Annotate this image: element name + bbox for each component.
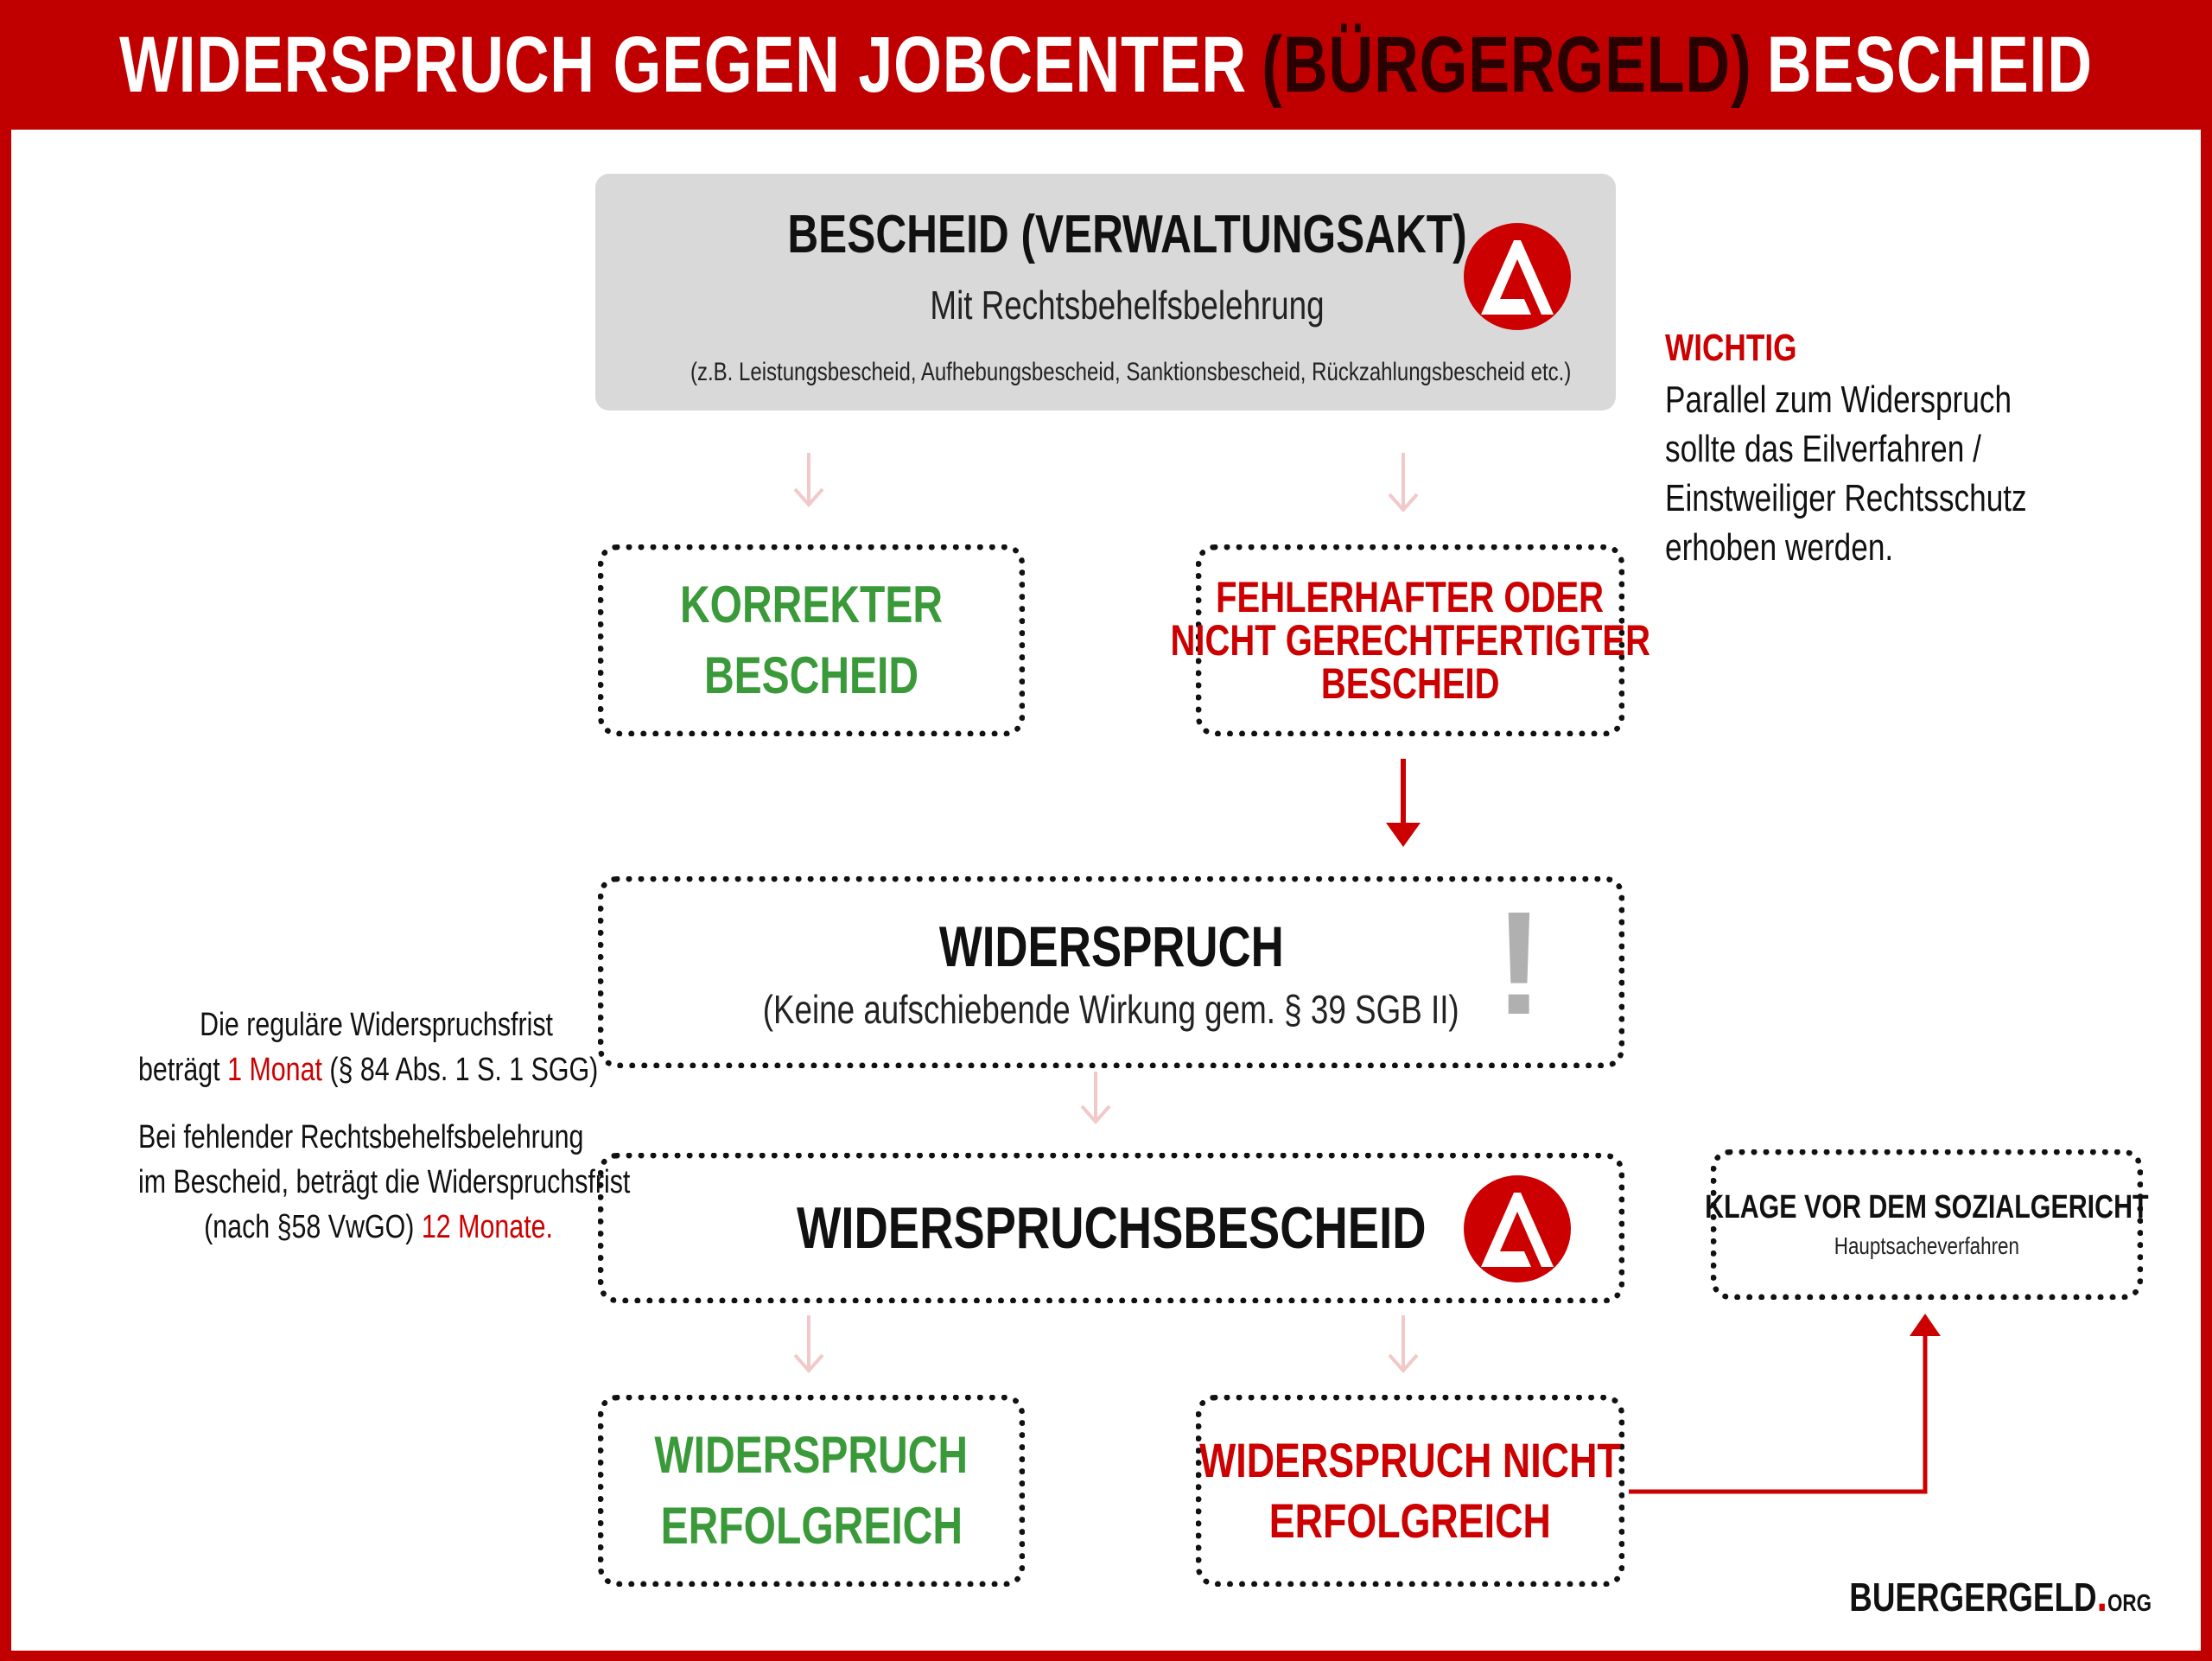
klage-box (1705, 1149, 2149, 1300)
wichtig-line: Einstweiliger Rechtsschutz (1665, 477, 2027, 519)
wichtig-line: sollte das Eilverfahren / (1665, 428, 1981, 470)
klage-subtitle: Hauptsacheverfahren (1834, 1232, 2020, 1259)
frist-line2: beträgt 1 Monat (§ 84 Abs. 1 S. 1 SGG) (138, 1052, 599, 1088)
bescheid-title: BESCHEID (VERWALTUNGSAKT) (787, 205, 1467, 264)
arrow-down-pale (1389, 1315, 1417, 1371)
frist-line1: Die reguläre Widerspruchsfrist (200, 1007, 553, 1043)
brand-logo (1799, 1567, 2152, 1625)
bescheid-subtitle: Mit Rechtsbehelfsbelehrung (930, 283, 1325, 328)
title-highlight: (BÜRGERGELD) (1262, 20, 1752, 109)
frist-highlight: 12 Monate. (421, 1209, 553, 1245)
widerspruch-title: WIDERSPRUCH (938, 914, 1284, 978)
widerspruchsbescheid-title: WIDERSPRUCHSBESCHEID (796, 1195, 1427, 1261)
brand-name: BUERGERGELD (1849, 1575, 2097, 1620)
nicht-erfolgreich-box (1196, 1395, 1624, 1587)
arrow-down-pale (1389, 453, 1417, 510)
widerspruch-note: (Keine aufschiebende Wirkung gem. § 39 SGB II) (763, 987, 1459, 1032)
arrow-down-red (1386, 759, 1421, 847)
exclamation-icon: ! (1494, 881, 1544, 1046)
frist-regular (138, 1002, 599, 1092)
wichtig-heading: WICHTIG (1665, 327, 1797, 369)
wichtig-line: erhoben werden. (1665, 526, 1894, 569)
frist-missing (138, 1115, 631, 1250)
korrekt-line1: KORREKTER (679, 576, 943, 633)
brand-dot: . (2096, 1567, 2107, 1621)
fehlerhafter-bescheid-box (1170, 544, 1650, 736)
erfolgreich-line2: ERFOLGREICH (660, 1497, 963, 1555)
erfolgreich-box (598, 1395, 1025, 1587)
frist-highlight: 1 Monat (227, 1052, 322, 1088)
klage-title: KLAGE VOR DEM SOZIALGERICHT (1705, 1189, 2149, 1225)
title-part1: WIDERSPRUCH GEGEN JOBCENTER (119, 20, 1248, 109)
arrow-to-klage (1629, 1314, 1941, 1492)
bescheid-examples: (z.B. Leistungsbescheid, Aufhebungsbescheid, Sanktionsbescheid, Rückzahlungsbescheid etc.) (690, 358, 1572, 386)
arbeitsagentur-logo-icon (1464, 1175, 1571, 1282)
nicht-erfolgreich-line2: ERFOLGREICH (1268, 1493, 1552, 1548)
arrow-down-pale (795, 453, 823, 505)
frist-line3: Bei fehlender Rechtsbehelfsbelehrung (138, 1119, 584, 1155)
frist-line5: (nach §58 VwGO) 12 Monate. (204, 1209, 553, 1245)
arrow-down-pale (795, 1315, 823, 1371)
fehlerhaft-line3: BESCHEID (1320, 659, 1500, 708)
korrekter-bescheid-box (598, 544, 1025, 736)
wichtig-line: Parallel zum Widerspruch (1665, 379, 2012, 421)
brand-tld: ORG (2107, 1589, 2152, 1616)
title-part2: BESCHEID (1766, 20, 2093, 109)
widerspruch-box (598, 876, 1624, 1068)
frist-line4: im Bescheid, beträgt die Widerspruchsfrist (138, 1164, 631, 1200)
nicht-erfolgreich-line1: WIDERSPRUCH NICHT (1199, 1433, 1621, 1487)
korrekt-line2: BESCHEID (703, 646, 919, 704)
arrow-down-pale (1082, 1072, 1109, 1122)
erfolgreich-line1: WIDERSPRUCH (654, 1426, 969, 1484)
fehlerhaft-line2: NICHT GERECHTFERTIGTER (1170, 616, 1650, 665)
fehlerhaft-line1: FEHLERHAFTER ODER (1216, 573, 1605, 621)
